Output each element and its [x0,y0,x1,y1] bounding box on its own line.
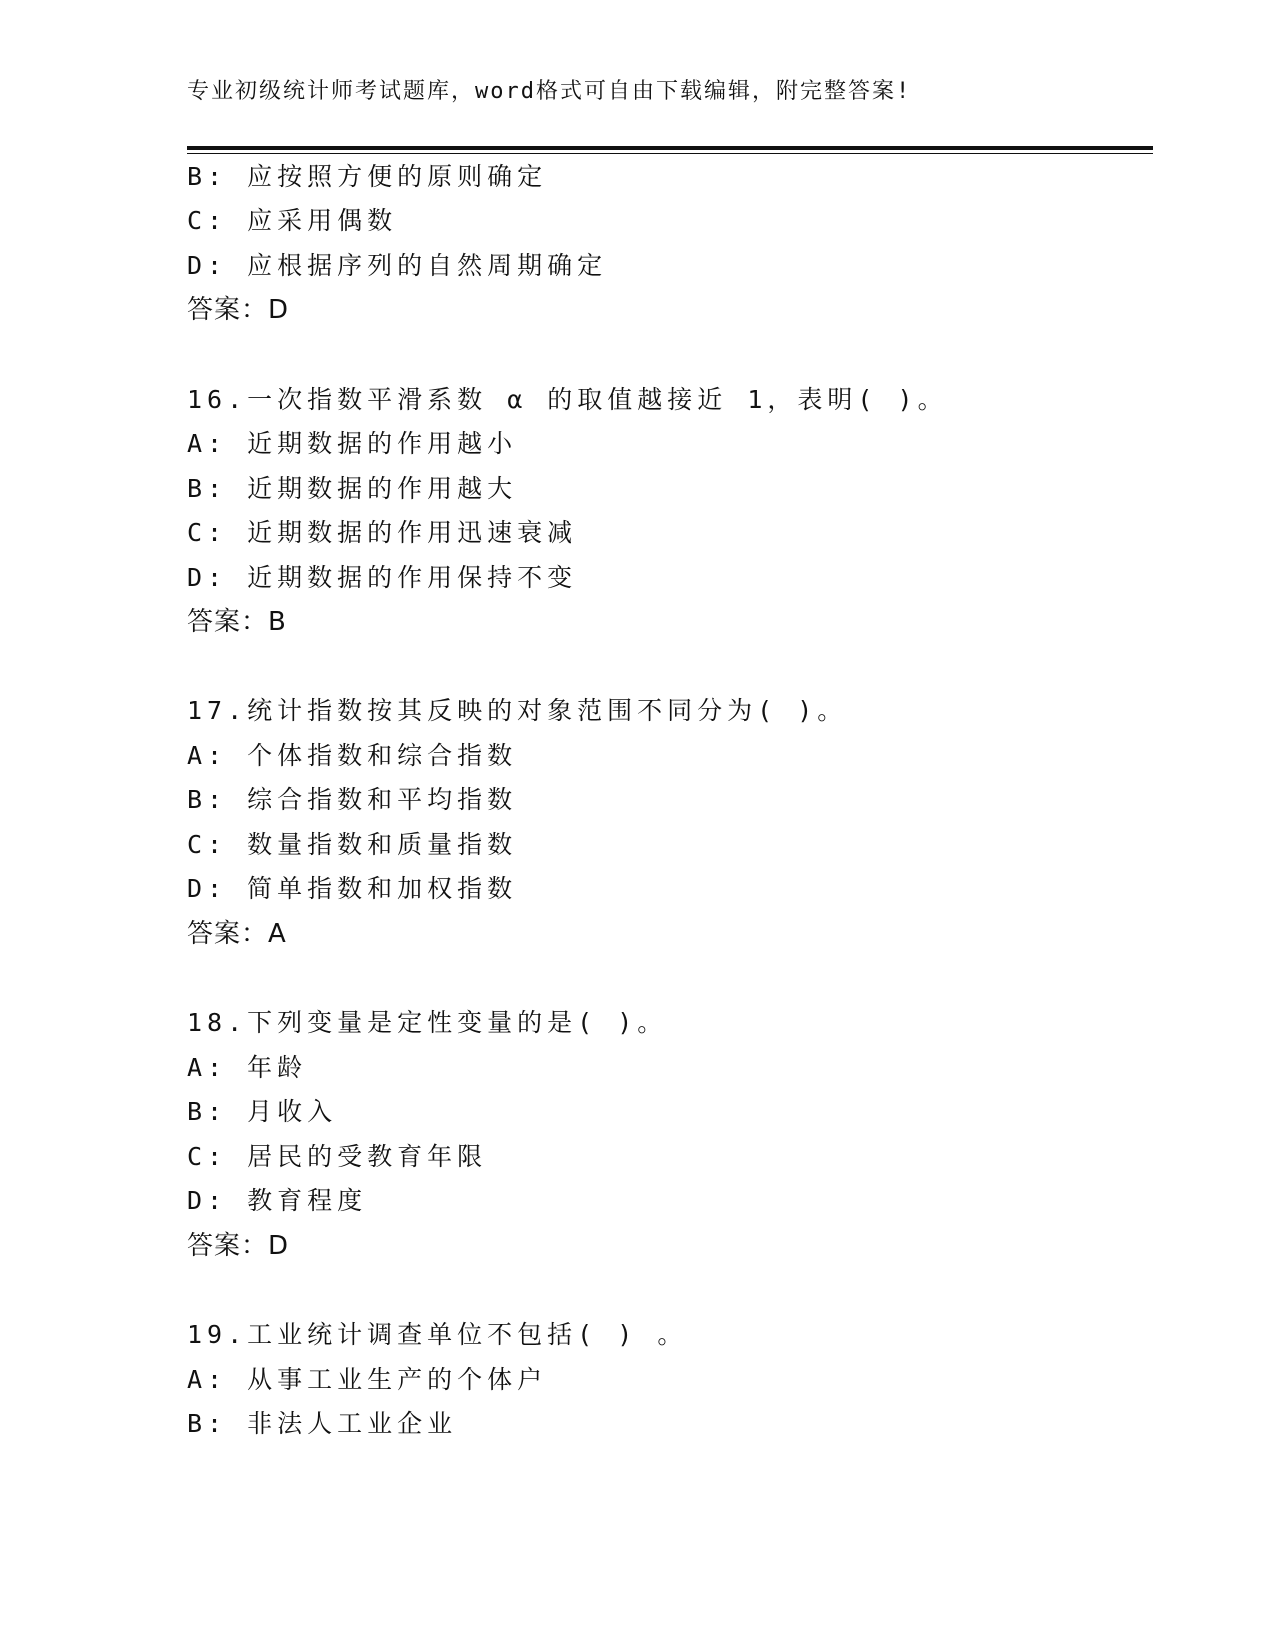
option-line: D: 应根据序列的自然周期确定 [187,251,608,280]
question-stem: 19.工业统计调查单位不包括( ) 。 [187,1320,688,1349]
option-line: C: 居民的受教育年限 [187,1142,488,1171]
option-line: D: 教育程度 [187,1186,368,1215]
option-line: A: 年龄 [187,1053,308,1082]
option-line: A: 个体指数和综合指数 [187,741,518,770]
answer-line: 答案：D [187,1231,290,1261]
header-rule-thick [187,146,1153,150]
option-line: D: 近期数据的作用保持不变 [187,563,578,592]
option-line: C: 应采用偶数 [187,206,398,235]
question-stem: 17.统计指数按其反映的对象范围不同分为( )。 [187,696,848,725]
option-line: A: 近期数据的作用越小 [187,429,518,458]
option-line: B: 近期数据的作用越大 [187,474,518,503]
question-stem: 18.下列变量是定性变量的是( )。 [187,1008,668,1037]
option-line: A: 从事工业生产的个体户 [187,1365,548,1394]
option-line: B: 综合指数和平均指数 [187,785,518,814]
option-line: B: 非法人工业企业 [187,1409,458,1438]
option-line: C: 近期数据的作用迅速衰减 [187,518,578,547]
header-rule-thin [187,153,1153,154]
option-line: B: 应按照方便的原则确定 [187,162,548,191]
option-line: C: 数量指数和质量指数 [187,830,518,859]
question-stem: 16.一次指数平滑系数 α 的取值越接近 1，表明( )。 [187,385,948,414]
answer-line: 答案：D [187,295,290,325]
option-line: D: 简单指数和加权指数 [187,874,518,903]
answer-line: 答案：A [187,919,287,949]
document-header: 专业初级统计师考试题库，word格式可自由下载编辑，附完整答案! [187,79,912,104]
answer-line: 答案：B [187,607,287,637]
option-line: B: 月收入 [187,1097,338,1126]
